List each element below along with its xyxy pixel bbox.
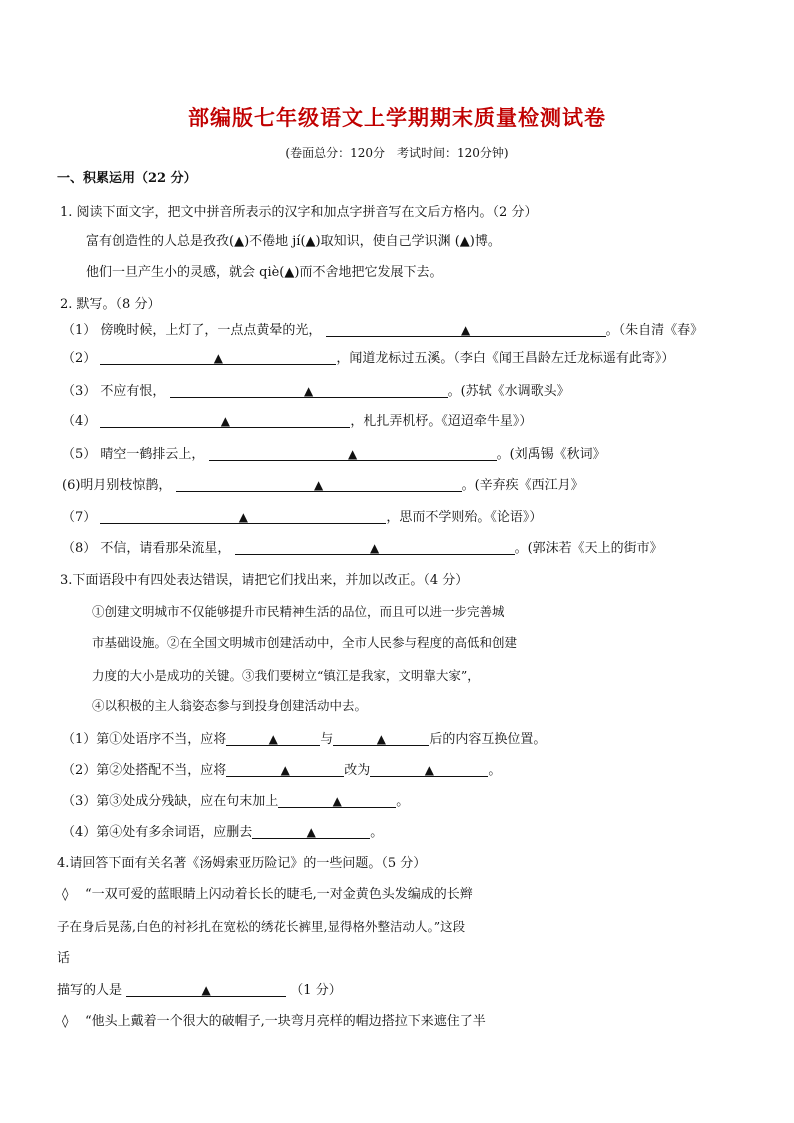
item-suffix: 。(苏轼《水调歌头》 <box>447 384 570 399</box>
item-number: （4） <box>62 825 97 840</box>
triangle-mark-icon: ▲ <box>213 351 224 365</box>
item-number: （7） <box>62 510 97 525</box>
item-prefix: 不应有恨， <box>100 384 166 399</box>
q2-item <box>62 509 542 527</box>
q4-answer-line <box>57 982 342 1000</box>
item-middle: 改为 <box>344 763 371 778</box>
item-prefix: 第②处搭配不当，应将 <box>96 763 227 778</box>
triangle-mark-icon: ▲ <box>369 541 380 555</box>
item-number: （8） <box>62 541 97 556</box>
item-suffix: 。 <box>488 763 502 778</box>
answer-blank[interactable] <box>326 322 606 337</box>
bullet-icon: ◊ <box>62 887 69 902</box>
item-prefix: 明月别枝惊鹊， <box>80 478 172 493</box>
q4-passage-line <box>62 886 473 904</box>
item-number: （1） <box>62 323 97 338</box>
triangle-mark-icon: ▲ <box>313 478 324 492</box>
item-number: (6) <box>62 478 81 493</box>
item-suffix: 。 <box>396 794 410 809</box>
q3-sub-question <box>62 824 383 842</box>
q3-paragraph-line: ④以积极的主人翁姿态参与到投身创建活动中去。 <box>92 698 368 713</box>
item-prefix: 傍晚时候，上灯了，一点点黄晕的光， <box>100 323 322 338</box>
answer-blank[interactable] <box>100 413 350 428</box>
score-label: （1 分） <box>290 983 342 998</box>
triangle-mark-icon: ▲ <box>220 414 231 428</box>
item-number: （5） <box>62 447 97 462</box>
q4-passage-line <box>62 1013 486 1031</box>
q2-stem: 2. 默写。（8 分） <box>60 297 161 312</box>
triangle-mark-icon: ▲ <box>306 825 316 839</box>
item-prefix: 描写的人是 <box>57 983 123 998</box>
answer-blank[interactable] <box>126 982 286 997</box>
item-suffix: 。(郭沫若《天上的街市》 <box>514 541 663 556</box>
answer-blank[interactable] <box>333 731 429 746</box>
q2-item <box>62 413 532 431</box>
item-number: （2） <box>62 351 97 366</box>
triangle-mark-icon: ▲ <box>376 732 386 746</box>
item-suffix: 。(辛弃疾《西江月》 <box>461 478 584 493</box>
triangle-mark-icon: ▲ <box>332 794 342 808</box>
q3-paragraph-line: 市基础设施。②在全国文明城市创建活动中，全市人民参与程度的高低和创建 <box>92 635 518 650</box>
page-subtitle: (卷面总分：120分 考试时间：120分钟) <box>285 146 509 160</box>
answer-blank[interactable] <box>235 540 515 555</box>
triangle-mark-icon: ▲ <box>201 983 211 997</box>
answer-blank[interactable] <box>278 793 396 808</box>
q1-stem: 1. 阅读下面文字，把文中拼音所表示的汉字和加点字拼音写在文后方格内。（2 分） <box>60 205 538 220</box>
q2-item <box>62 477 584 495</box>
answer-blank[interactable] <box>100 509 386 524</box>
triangle-mark-icon: ▲ <box>280 763 290 777</box>
bullet-icon: ◊ <box>62 1014 69 1029</box>
answer-blank[interactable] <box>370 762 488 777</box>
q3-sub-question <box>62 731 546 749</box>
q1-line1: 富有创造性的人总是孜孜(▲)不倦地 jí(▲)取知识，使自己学识渊 (▲)博。 <box>86 234 501 249</box>
q3-paragraph-line: ①创建文明城市不仅能够提升市民精神生活的品位，而且可以进一步完善城 <box>92 604 505 619</box>
page-title: 部编版七年级语文上学期期末质量检测试卷 <box>188 105 606 130</box>
triangle-mark-icon: ▲ <box>268 732 278 746</box>
answer-blank[interactable] <box>100 350 336 365</box>
item-number: （3） <box>62 794 97 809</box>
item-suffix: 。（朱自清《春》 <box>605 323 704 338</box>
passage-text: “他头上戴着一个很大的破帽子,一块弯月亮样的帽边搭拉下来遮住了半 <box>84 1014 486 1029</box>
item-number: （4） <box>62 414 97 429</box>
q2-item <box>62 322 703 340</box>
q2-item <box>62 446 606 464</box>
answer-blank[interactable] <box>209 446 497 461</box>
q3-sub-question <box>62 762 501 780</box>
q4-passage-line: 话 <box>57 951 71 966</box>
triangle-mark-icon: ▲ <box>303 384 314 398</box>
item-prefix: 晴空一鹤排云上， <box>100 447 205 462</box>
item-suffix: 。(刘禹锡《秋词》 <box>496 447 606 462</box>
item-number: （3） <box>62 384 97 399</box>
item-suffix: ，思而不学则殆。《论语》） <box>386 510 543 525</box>
answer-blank[interactable] <box>170 383 448 398</box>
q1-line2: 他们一旦产生小的灵感，就会 qiè(▲)而不舍地把它发展下去。 <box>86 265 443 280</box>
answer-blank[interactable] <box>226 762 344 777</box>
q2-item <box>62 350 674 368</box>
passage-text: “一双可爱的蓝眼睛上闪动着长长的睫毛,一对金黄色头发编成的长辫 <box>84 887 473 902</box>
answer-blank[interactable] <box>176 477 462 492</box>
q3-stem: 3.下面语段中有四处表达错误，请把它们找出来，并加以改正。（4 分） <box>60 573 469 588</box>
triangle-mark-icon: ▲ <box>347 447 358 461</box>
section-heading: 一、积累运用（22 分） <box>57 171 197 186</box>
q3-paragraph-line: 力度的大小是成功的关键。③我们要树立“镇江是我家，文明靠大家”， <box>92 668 480 683</box>
q2-item <box>62 383 570 401</box>
item-number: （1） <box>62 732 97 747</box>
item-suffix: ，闻道龙标过五溪。（李白《闻王昌龄左迁龙标遥有此寄》） <box>336 351 675 366</box>
triangle-mark-icon: ▲ <box>424 763 434 777</box>
q2-item <box>62 540 663 558</box>
item-suffix: 。 <box>370 825 384 840</box>
answer-blank[interactable] <box>252 824 370 839</box>
q3-sub-question <box>62 793 409 811</box>
q4-stem: 4.请回答下面有关名著《汤姆索亚历险记》的一些问题。（5 分） <box>57 856 427 871</box>
item-prefix: 第③处成分残缺，应在句末加上 <box>96 794 279 809</box>
item-prefix: 不信，请看那朵流星， <box>100 541 231 556</box>
item-prefix: 第④处有多余词语，应删去 <box>96 825 253 840</box>
answer-blank[interactable] <box>226 731 320 746</box>
item-suffix: 后的内容互换位置。 <box>429 732 547 747</box>
triangle-mark-icon: ▲ <box>238 510 249 524</box>
item-prefix: 第①处语序不当，应将 <box>96 732 227 747</box>
item-number: （2） <box>62 763 97 778</box>
triangle-mark-icon: ▲ <box>460 323 471 337</box>
q4-passage-line: 子在身后晃荡,白色的衬衫扎在宽松的绣花长裤里,显得格外整洁动人。”这段 <box>57 919 466 934</box>
item-middle: 与 <box>320 732 334 747</box>
item-suffix: ，札扎弄机杼。《迢迢牵牛星》） <box>350 414 533 429</box>
